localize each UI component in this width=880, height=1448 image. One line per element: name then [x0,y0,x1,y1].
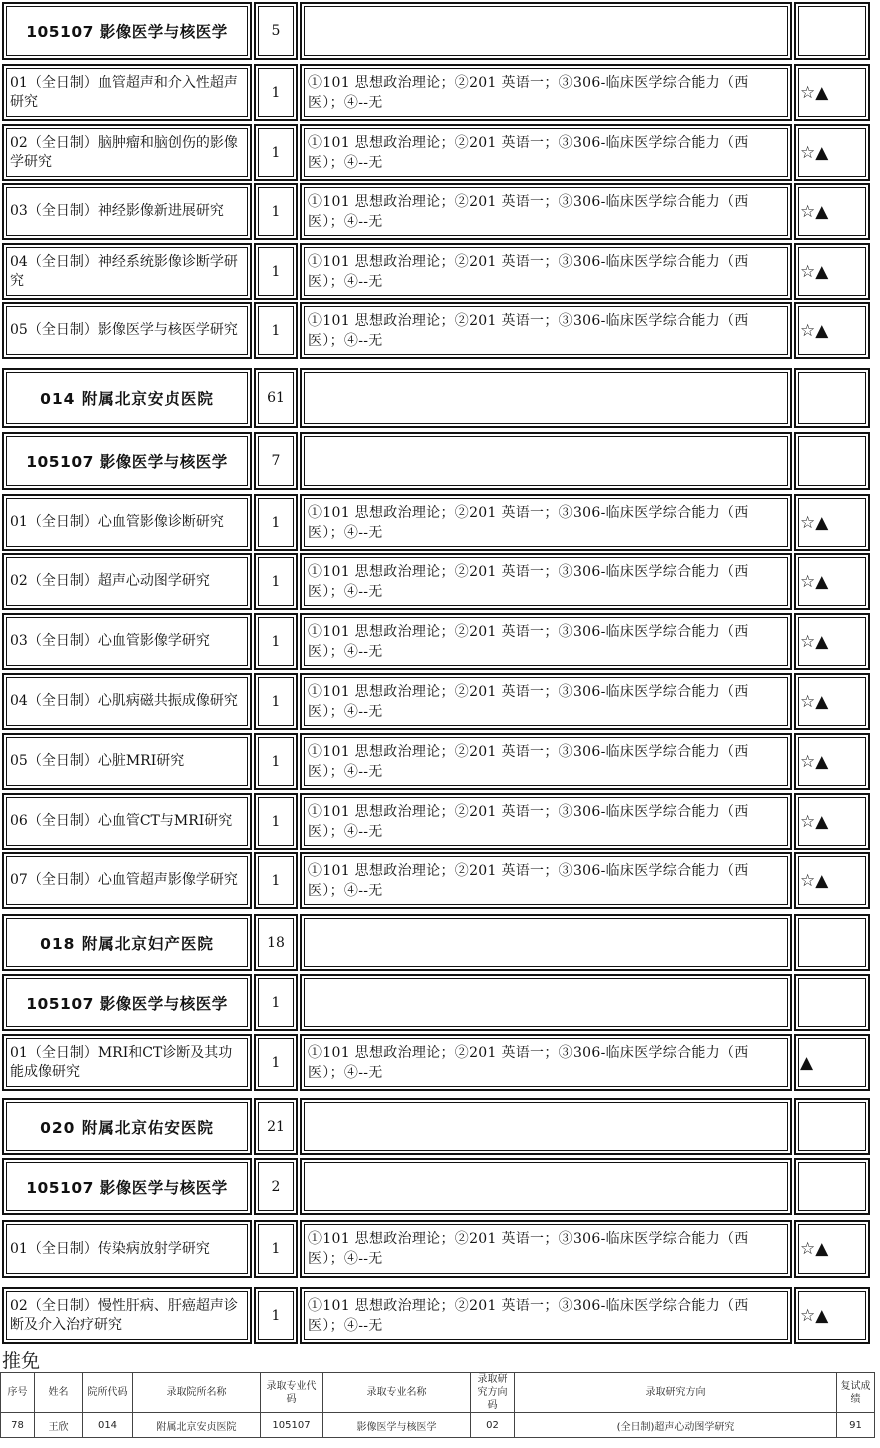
exam-subjects-text: ①101 思想政治理论；②201 英语一；③306-临床医学综合能力（西医）；④--无 [308,1231,749,1267]
quota-count [254,974,298,1031]
direction-name [2,243,252,300]
column-header: 序号 [1,1373,35,1413]
table-cell: 78 [1,1413,35,1438]
exam-subjects-text: ①101 思想政治理论；②201 英语一；③306-临床医学综合能力（西医）；④--无 [308,312,749,349]
table-cell: 91 [837,1413,875,1438]
quota-count-text: 1 [271,144,281,161]
row-name-text: 04（全日制）神经系统影像诊断学研究 [10,253,238,289]
remark-marks [794,2,870,60]
exam-subjects [300,793,792,850]
major-name [2,2,252,60]
remark-marks [794,302,870,359]
major-row [2,1158,870,1215]
direction-row [2,733,870,790]
direction-name [2,1034,252,1091]
direction-name [2,793,252,850]
star-triangle-icon: ☆▲ [800,82,829,103]
exam-subjects [300,1158,792,1215]
remark-marks [794,64,870,121]
direction-name [2,733,252,790]
direction-row [2,124,870,181]
star-triangle-icon: ☆▲ [800,1239,829,1259]
direction-row [2,302,870,359]
quota-count [254,243,298,300]
star-triangle-icon: ☆▲ [800,811,829,832]
remark-marks [794,243,870,300]
exam-subjects-text: ①101 思想政治理论；②201 英语一；③306-临床医学综合能力（西医）；④--无 [308,683,749,720]
quota-count-text: 5 [271,23,281,39]
direction-name [2,852,252,909]
direction-name [2,673,252,730]
row-name-text: 020 附属北京佑安医院 [40,1118,214,1137]
direction-name [2,183,252,240]
row-name-text: 04（全日制）心肌病磁共振成像研究 [10,693,238,709]
exam-subjects [300,243,792,300]
direction-name [2,302,252,359]
row-name-text: 105107 影像医学与核医学 [26,994,228,1013]
quota-count [254,1287,298,1344]
direction-row [2,553,870,610]
department-name [2,368,252,428]
quota-count-text: 1 [271,514,281,531]
column-header: 录取院所名称 [133,1373,261,1413]
column-header: 姓名 [35,1373,83,1413]
quota-count-text: 1 [271,813,281,830]
direction-row [2,793,870,850]
remark-marks [794,494,870,551]
direction-name [2,553,252,610]
remark-marks [794,793,870,850]
quota-count [254,1034,298,1091]
quota-count-text: 1 [271,322,281,339]
department-row [2,914,870,971]
major-row [2,2,870,60]
exam-subjects [300,494,792,551]
direction-row [2,243,870,300]
remark-marks [794,432,870,490]
quota-count [254,494,298,551]
quota-count [254,368,298,428]
quota-count-text: 21 [267,1118,285,1135]
quota-count [254,124,298,181]
direction-name [2,64,252,121]
major-row [2,432,870,490]
quota-count-text: 2 [271,1178,281,1195]
remark-marks [794,553,870,610]
direction-row [2,613,870,670]
direction-row [2,852,870,909]
exam-subjects-text: ①101 思想政治理论；②201 英语一；③306-临床医学综合能力（西医）；④--无 [308,862,749,899]
row-name-text: 014 附属北京安贞医院 [40,390,214,408]
major-name [2,1158,252,1215]
quota-count [254,1098,298,1155]
quota-count [254,2,298,60]
exam-subjects [300,183,792,240]
direction-name [2,613,252,670]
star-triangle-icon: ☆▲ [800,571,829,592]
row-name-text: 01（全日制）心血管影像诊断研究 [10,514,224,530]
quota-count-text: 1 [271,84,281,101]
remark-marks [794,1287,870,1344]
table-cell: 105107 [261,1413,323,1438]
quota-count-text: 1 [271,203,281,220]
row-name-text: 02（全日制）慢性肝病、肝癌超声诊断及介入治疗研究 [10,1297,238,1333]
department-row [2,1098,870,1155]
remark-marks [794,852,870,909]
exam-subjects [300,432,792,490]
exam-subjects-text: ①101 思想政治理论；②201 英语一；③306-临床医学综合能力（西医）；④--无 [308,803,749,840]
remark-marks [794,1098,870,1155]
star-triangle-icon: ☆▲ [800,512,829,533]
column-header: 复试成绩 [837,1373,875,1413]
row-name-text: 02（全日制）超声心动图学研究 [10,573,210,589]
exam-subjects [300,368,792,428]
quota-count [254,553,298,610]
quota-count [254,1220,298,1278]
quota-count-text: 1 [271,994,281,1011]
remark-marks [794,673,870,730]
exam-subjects [300,64,792,121]
section-label: 推免 [2,1350,41,1372]
table-cell: 014 [83,1413,133,1438]
quota-count [254,613,298,670]
row-name-text: 01（全日制）血管超声和介入性超声研究 [10,74,238,110]
table-cell: 影像医学与核医学 [323,1413,471,1438]
department-name [2,914,252,971]
star-triangle-icon: ☆▲ [800,320,829,341]
row-name-text: 02（全日制）脑肿瘤和脑创伤的影像学研究 [10,134,238,170]
row-name-text: 105107 影像医学与核医学 [26,23,228,41]
row-name-text: 01（全日制）MRI和CT诊断及其功能成像研究 [10,1044,233,1080]
table-cell: 02 [471,1413,515,1438]
direction-name [2,494,252,551]
quota-count-text: 1 [271,1241,281,1257]
table-row [1,1413,875,1438]
star-triangle-icon: ☆▲ [800,751,829,772]
quota-count [254,1158,298,1215]
star-triangle-icon: ☆▲ [800,142,829,163]
exam-subjects [300,2,792,60]
star-triangle-icon: ☆▲ [800,631,829,652]
quota-count-text: 1 [271,1307,281,1324]
direction-row [2,673,870,730]
admission-table [0,1372,875,1438]
quota-count-text: 1 [271,573,281,590]
department-name [2,1098,252,1155]
column-header: 录取研究方向 [515,1373,837,1413]
row-name-text: 07（全日制）心血管超声影像学研究 [10,872,238,888]
quota-count [254,183,298,240]
quota-count-text: 7 [271,453,281,469]
quota-count [254,852,298,909]
quota-count-text: 1 [271,872,281,889]
remark-marks [794,183,870,240]
exam-subjects-text: ①101 思想政治理论；②201 英语一；③306-临床医学综合能力（西医）；④--无 [308,623,749,660]
remark-marks [794,1158,870,1215]
quota-count-text: 1 [271,1054,281,1071]
exam-subjects [300,613,792,670]
exam-subjects-text: ①101 思想政治理论；②201 英语一；③306-临床医学综合能力（西医）；④--无 [308,193,749,230]
exam-subjects-text: ①101 思想政治理论；②201 英语一；③306-临床医学综合能力（西医）；④--无 [308,743,749,780]
remark-marks [794,974,870,1031]
exam-subjects [300,852,792,909]
major-row [2,974,870,1031]
quota-count [254,793,298,850]
major-name [2,974,252,1031]
exam-subjects [300,914,792,971]
admission-table-header [1,1373,875,1413]
column-header: 录取专业名称 [323,1373,471,1413]
direction-name [2,124,252,181]
quota-count-text: 1 [271,753,281,770]
row-name-text: 05（全日制）影像医学与核医学研究 [10,322,238,338]
exam-subjects [300,1098,792,1155]
star-triangle-icon: ☆▲ [800,870,829,891]
quota-count [254,432,298,490]
exam-subjects [300,673,792,730]
star-triangle-icon: ☆▲ [800,1305,829,1326]
direction-row [2,1034,870,1091]
exam-subjects [300,1220,792,1278]
column-header: 录取专业代码 [261,1373,323,1413]
row-name-text: 05（全日制）心脏MRI研究 [10,753,185,769]
exam-subjects [300,1287,792,1344]
direction-row [2,1220,870,1278]
major-name [2,432,252,490]
direction-name [2,1220,252,1278]
exam-subjects [300,124,792,181]
table-cell: 王欣 [35,1413,83,1438]
exam-subjects [300,553,792,610]
exam-subjects [300,974,792,1031]
quota-count-text: 1 [271,633,281,650]
direction-name [2,1287,252,1344]
remark-marks [794,124,870,181]
remark-marks [794,733,870,790]
row-name-text: 105107 影像医学与核医学 [26,1178,228,1197]
exam-subjects [300,733,792,790]
direction-row [2,1287,870,1344]
column-header: 院所代码 [83,1373,133,1413]
row-name-text: 01（全日制）传染病放射学研究 [10,1240,210,1257]
remark-marks [794,1034,870,1091]
column-header: 录取研究方向码 [471,1373,515,1413]
star-triangle-icon: ☆▲ [800,261,829,282]
exam-subjects [300,1034,792,1091]
row-name-text: 105107 影像医学与核医学 [26,453,228,471]
row-name-text: 06（全日制）心血管CT与MRI研究 [10,813,233,829]
remark-marks [794,613,870,670]
remark-marks [794,1220,870,1278]
exam-subjects-text: ①101 思想政治理论；②201 英语一；③306-临床医学综合能力（西医）；④--无 [308,74,749,111]
quota-count-text: 1 [271,263,281,280]
remark-marks [794,914,870,971]
direction-row [2,494,870,551]
direction-row [2,64,870,121]
exam-subjects [300,302,792,359]
department-row [2,368,870,428]
quota-count-text: 1 [271,693,281,710]
row-name-text: 018 附属北京妇产医院 [40,934,214,953]
star-triangle-icon: ☆▲ [800,691,829,712]
exam-subjects-text: ①101 思想政治理论；②201 英语一；③306-临床医学综合能力（西医）；④--无 [308,563,749,600]
star-triangle-icon: ▲ [800,1052,814,1073]
remark-marks [794,368,870,428]
table-cell: 附属北京安贞医院 [133,1413,261,1438]
exam-subjects-text: ①101 思想政治理论；②201 英语一；③306-临床医学综合能力（西医）；④--无 [308,253,749,290]
quota-count [254,914,298,971]
quota-count [254,302,298,359]
quota-count [254,673,298,730]
table-cell: (全日制)超声心动图学研究 [515,1413,837,1438]
exam-subjects-text: ①101 思想政治理论；②201 英语一；③306-临床医学综合能力（西医）；④--无 [308,1297,749,1334]
quota-count-text: 61 [267,390,285,406]
direction-row [2,183,870,240]
exam-subjects-text: ①101 思想政治理论；②201 英语一；③306-临床医学综合能力（西医）；④--无 [308,1044,749,1081]
row-name-text: 03（全日制）心血管影像学研究 [10,633,210,649]
exam-subjects-text: ①101 思想政治理论；②201 英语一；③306-临床医学综合能力（西医）；④--无 [308,504,749,541]
row-name-text: 03（全日制）神经影像新进展研究 [10,203,224,219]
quota-count-text: 18 [267,934,285,951]
quota-count [254,64,298,121]
star-triangle-icon: ☆▲ [800,201,829,222]
quota-count [254,733,298,790]
exam-subjects-text: ①101 思想政治理论；②201 英语一；③306-临床医学综合能力（西医）；④--无 [308,134,749,171]
